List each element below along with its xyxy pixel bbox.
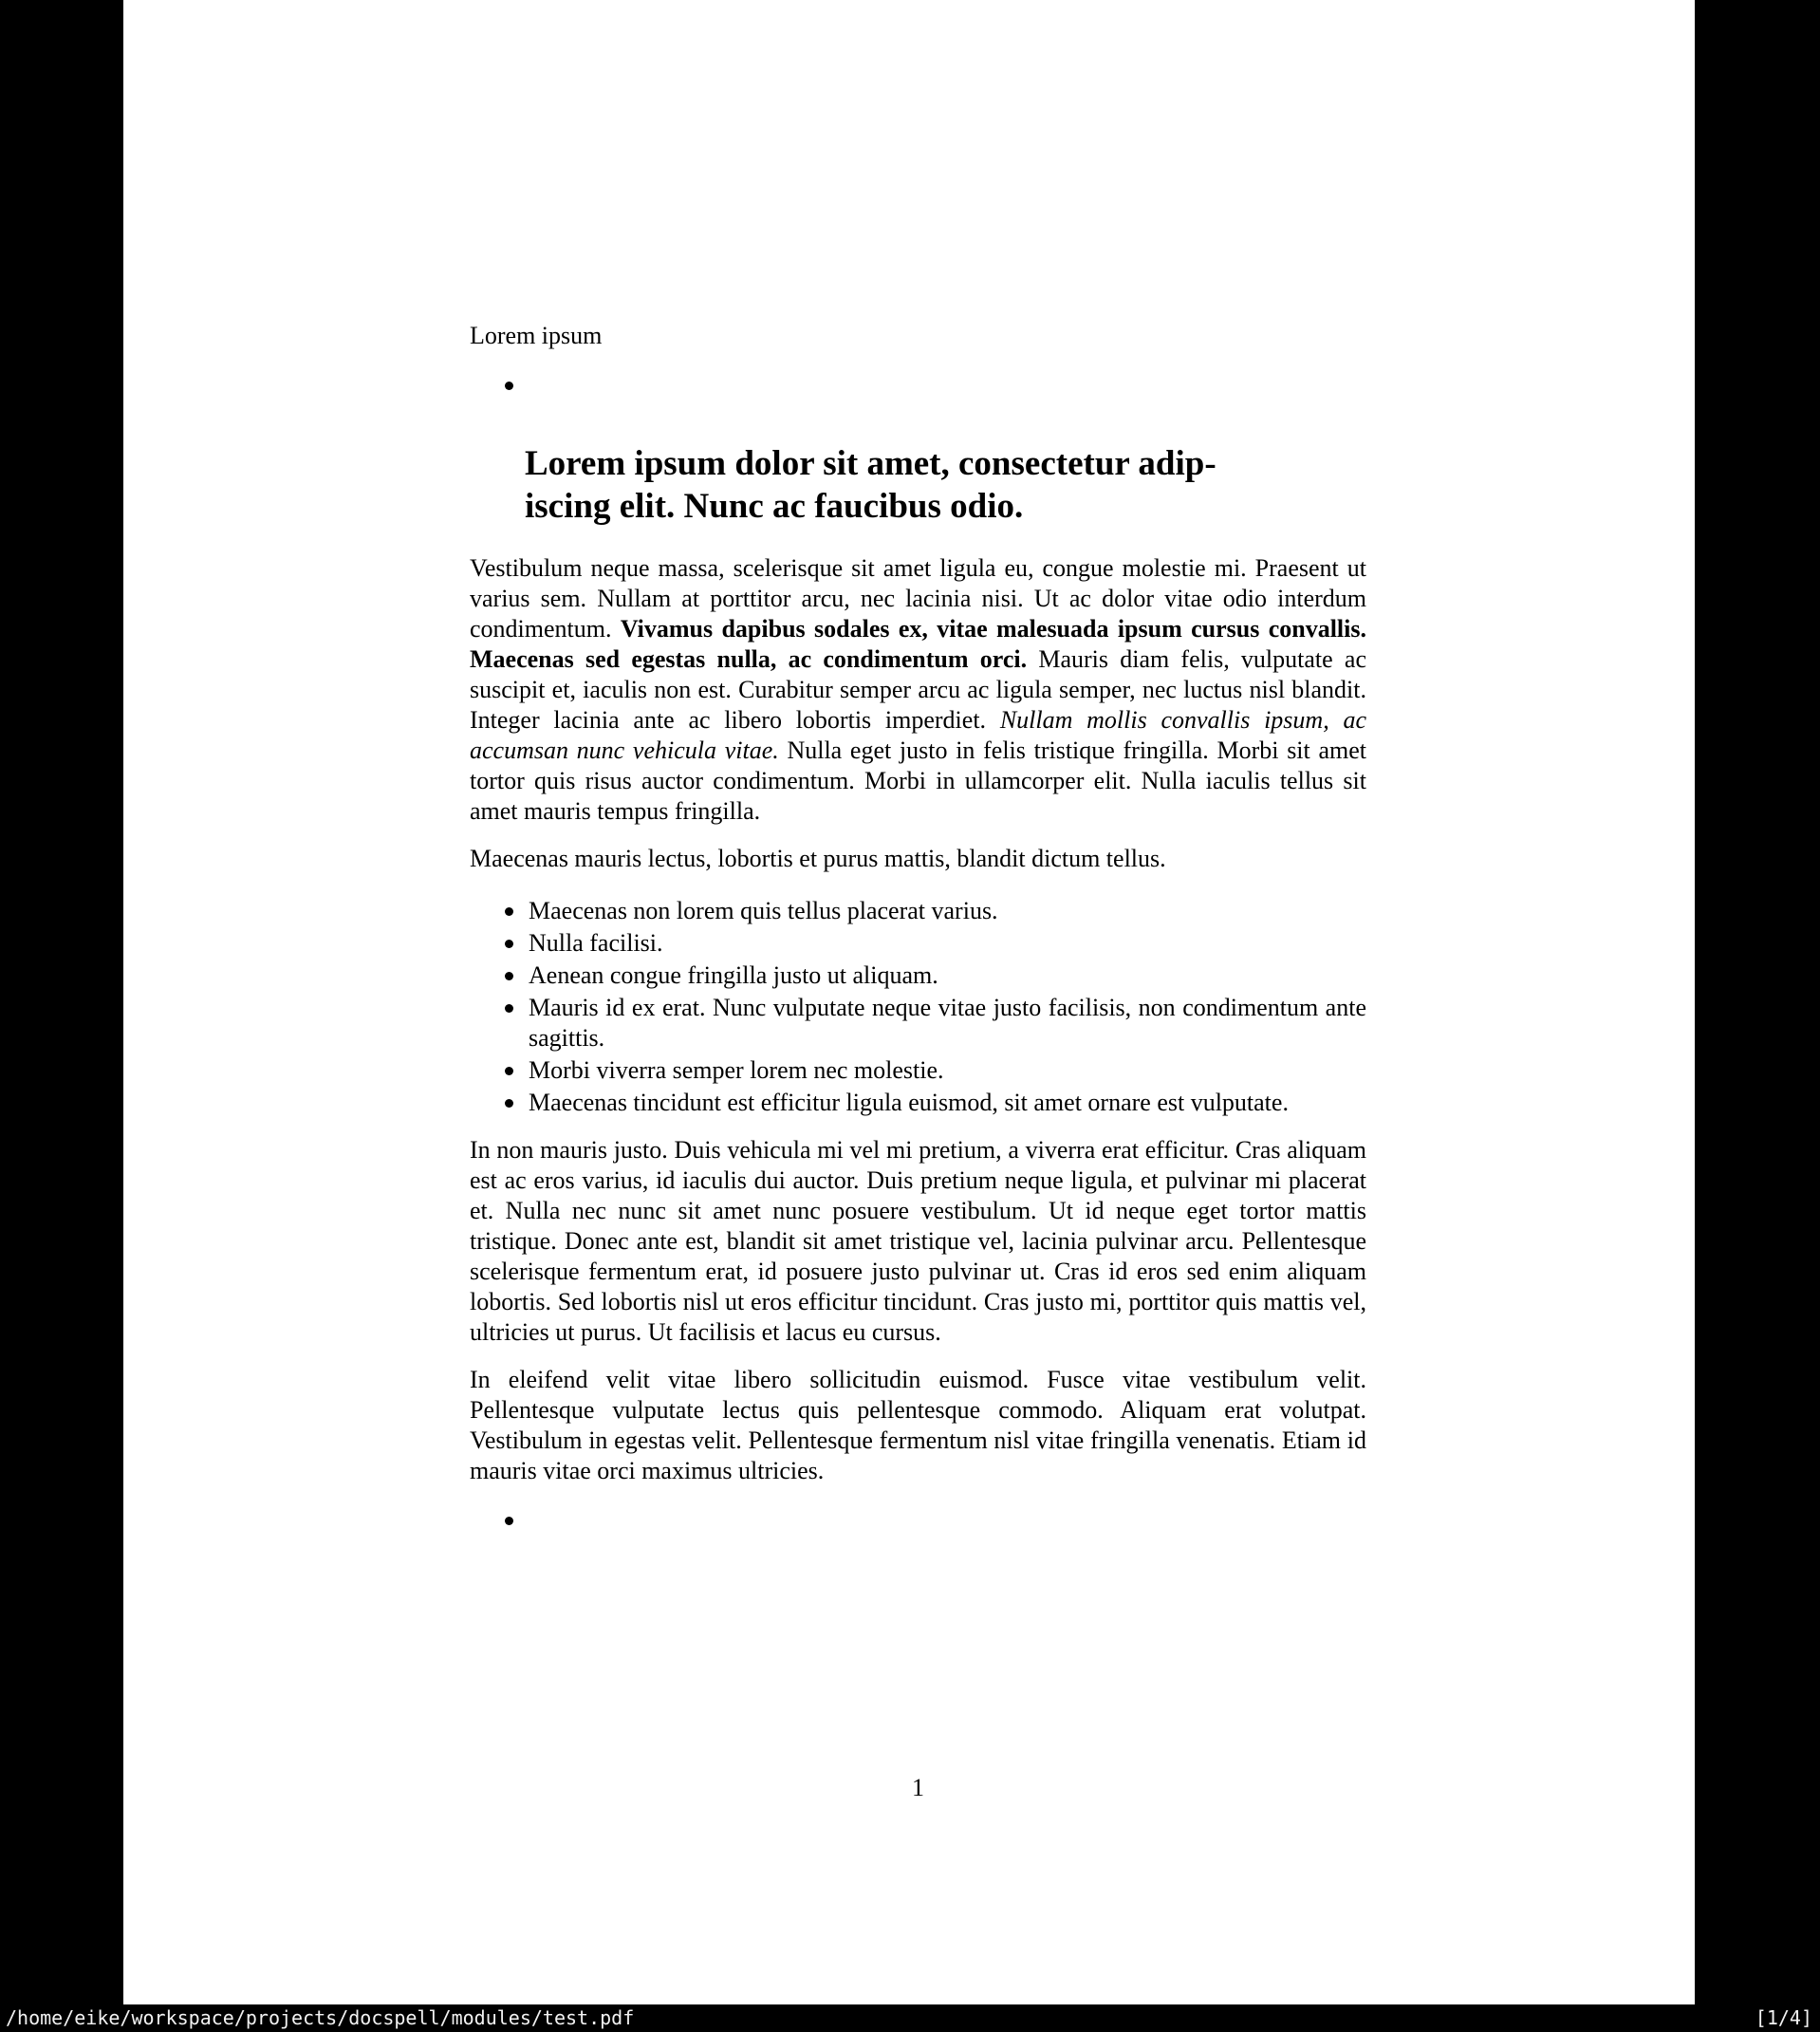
list-item-text: Maecenas tincidunt est efficitur ligula euismod, sit amet ornare est vulputate. [529,1089,1289,1116]
page-indicator: [1/4] [1755,2006,1812,2029]
bullet-icon [505,1517,513,1525]
pdf-page[interactable] [123,0,1695,2004]
page-number: 1 [912,1774,924,1801]
list-item-text: Aenean congue fringilla justo ut aliquam. [529,961,938,989]
section-heading [525,442,1366,528]
bullet-icon [505,940,513,948]
list-item [470,993,1366,1053]
bullet-icon [505,907,513,916]
bullet-icon [505,972,513,980]
bullet-icon [505,1004,513,1013]
list-item-text: Maecenas non lorem quis tellus placerat varius. [529,897,998,924]
empty-list-item-bottom [470,1505,1366,1536]
section-heading-line-2: iscing elit. Nunc ac faucibus odio. [525,487,1024,526]
list-item [470,896,1366,926]
list-item-text: Morbi viverra semper lorem nec molestie. [529,1056,944,1084]
bullet-icon [505,382,513,390]
page-content [123,0,1366,1536]
bullet-icon [505,1099,513,1108]
empty-list-item-top [470,370,1366,401]
bullet-icon [505,1067,513,1075]
list-item-text: Mauris id ex erat. Nunc vulputate neque vitae justo facilisis, non condimentum ante sagittis. [529,994,1366,1052]
list-item [470,1088,1366,1118]
list-item [470,1055,1366,1086]
file-path: /home/eike/workspace/projects/docspell/modules/test.pdf [6,2006,635,2029]
paragraph-in-non-mauris: In non mauris justo. Duis vehicula mi vel mi pretium, a viverra erat efficitur. Cras aliquam est ac eros varius, id iaculis dui auctor. Duis pretium neque ligula, et pulvinar mi placerat et. Nulla nec nunc sit amet nunc posuere vestibulum. Ut id neque eget tortor mattis tristique. Donec ante est, blandit sit amet tristique vel, lacinia pulvinar arcu. Pellentesque scelerisque fermentum erat, id posuere justo pulvinar ut. Cras id eros sed enim aliquam lobortis. Sed lobortis nisl ut eros efficitur tincidunt. Cras justo mi, porttitor quis mattis vel, ultricies ut purus. Ut facilisis et lacus eu cursus. [470,1136,1366,1346]
bullet-list [470,896,1366,1118]
list-item [470,928,1366,959]
list-item [470,960,1366,991]
intro-paragraph: Lorem ipsum [470,322,603,349]
list-item-text: Nulla facilisi. [529,929,663,957]
paragraph-maecenas: Maecenas mauris lectus, lobortis et purus mattis, blandit dictum tellus. [470,845,1166,872]
status-bar [0,2004,1820,2032]
section-heading-line-1: Lorem ipsum dolor sit amet, consectetur adip- [525,444,1216,483]
paragraph-in-eleifend: In eleifend velit vitae libero sollicitudin euismod. Fusce vitae vestibulum velit. Pellentesque vulputate lectus quis pellentesque commodo. Aliquam erat volutpat. Vestibulum in egestas velit. Pellentesque fermentum nisl vitae fringilla venenatis. Etiam id mauris vitae orci maximus ultricies. [470,1366,1366,1484]
paragraph-vestibulum: Vestibulum neque massa, scelerisque sit amet ligula eu, congue molestie mi. Praesent ut varius sem. Nullam at porttitor arcu, nec lacinia nisi. Ut ac dolor vitae odio interdum condimentum. Vivamus dapibus sodales ex, vitae malesuada ipsum cursus convallis. Maecenas sed egestas nulla, ac condimentum orci. Mauris diam felis, vulputate ac suscipit et, iaculis non est. Curabitur semper arcu ac ligula semper, nec luctus nisl blandit. Integer lacinia ante ac libero lobortis imperdiet. Nullam mollis convallis ipsum, ac accumsan nunc vehicula vitae. Nulla eget justo in felis tristique fringilla. Morbi sit amet tortor quis risus auctor condimentum. Morbi in ullamcorper elit. Nulla iaculis tellus sit amet mauris tempus fringilla. [470,554,1366,825]
